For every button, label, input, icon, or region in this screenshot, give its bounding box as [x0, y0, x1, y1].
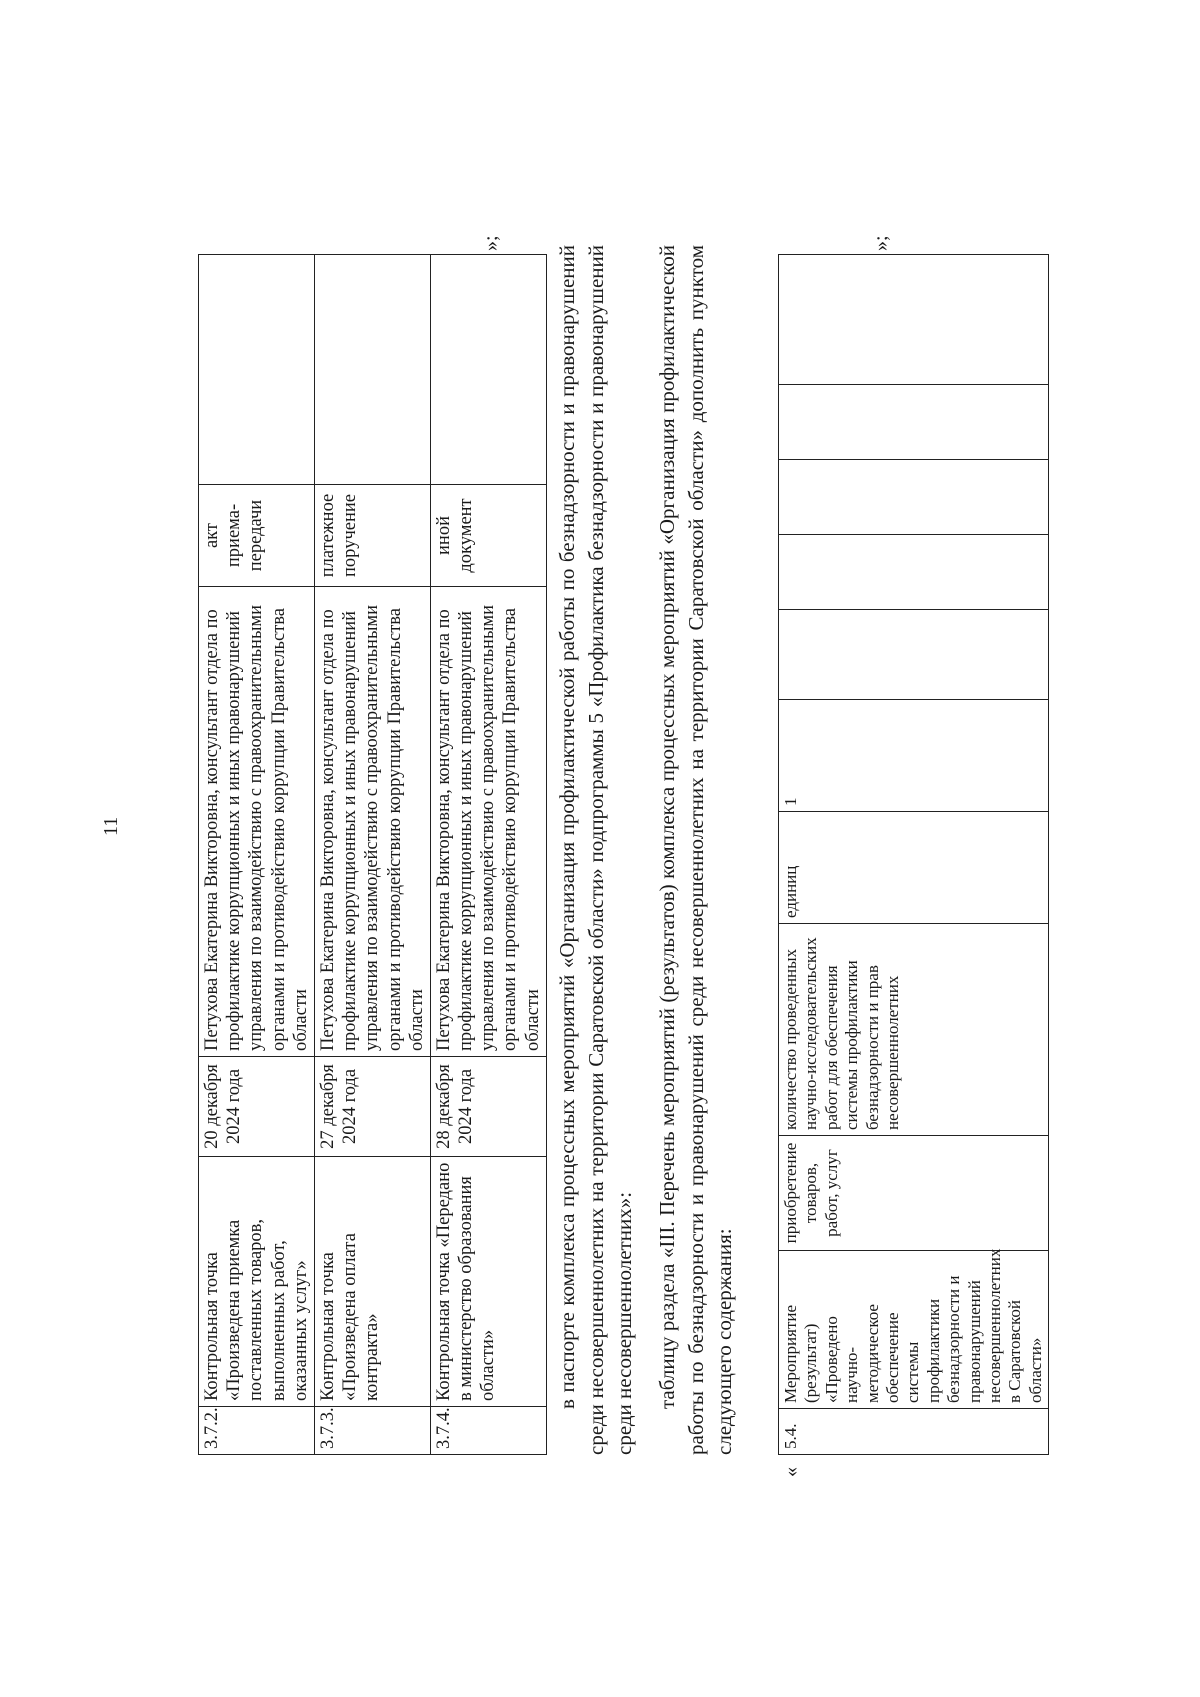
empty-cell: [779, 385, 1049, 460]
measure-value: 1: [779, 700, 1049, 812]
responsible-person: Петухова Екатерина Викторовна, консультант отдела по профилактике коррупционных и иных правонарушений управления по взаимодействию с правоохранительными органами и противодействию коррупции Правительства области: [430, 587, 546, 1057]
table-row: [314, 255, 430, 1455]
measures-table: [778, 254, 1049, 1455]
document-type: иной документ: [430, 485, 546, 587]
row-number: 3.7.3.: [314, 1407, 430, 1455]
row-number: 3.7.4.: [430, 1407, 546, 1455]
paragraph-table-section: таблицу раздела «III. Перечень мероприятий (результатов) комплекса процессных мероприятий «Организация профилактической работы по безнадзорности и правонарушений среди несовершеннолетних на территории Саратовской области» дополнить пунктом следующего содержания:: [655, 245, 737, 1455]
table1-closing-mark: »;: [480, 235, 502, 251]
empty-cell: [779, 460, 1049, 535]
table-row: [199, 255, 315, 1455]
measure-type: приобретение товаров, работ, услуг: [779, 1136, 1049, 1251]
measure-name: Мероприятие (результат) «Проведено научно-методическое обеспечение системы профилактики безнадзорности и правонарушений несовершеннолетних в Саратовской области»: [779, 1251, 1049, 1409]
row-number: 3.7.2.: [199, 1407, 315, 1455]
table-row: [430, 255, 546, 1455]
control-point-date: 27 декабря 2024 года: [314, 1057, 430, 1157]
control-point-date: 28 декабря 2024 года: [430, 1057, 546, 1157]
paragraph-passport: в паспорте комплекса процессных мероприятий «Организация профилактической работы по безнадзорности и правонарушений среди несовершеннолетних на территории Саратовской области» подпрограммы 5 «Профилактика безнадзорности и правонарушений среди несовершеннолетних»:: [555, 245, 637, 1455]
page-number: 11: [100, 816, 122, 836]
control-point-date: 20 декабря 2024 года: [199, 1057, 315, 1157]
empty-cell: [779, 255, 1049, 385]
table2-closing-mark: »;: [870, 235, 892, 251]
empty-cell: [199, 255, 315, 485]
row-number: 5.4.: [779, 1409, 1049, 1455]
control-point-name: Контрольная точка «Передано в министерство образования области»: [430, 1157, 546, 1407]
control-point-name: Контрольная точка «Произведена приемка поставленных товаров, выполненных работ, оказанных услуг»: [199, 1157, 315, 1407]
control-points-table: [198, 254, 547, 1455]
responsible-person: Петухова Екатерина Викторовна, консультант отдела по профилактике коррупционных и иных правонарушений управления по взаимодействию с правоохранительными органами и противодействию коррупции Правительства области: [199, 587, 315, 1057]
empty-cell: [314, 255, 430, 485]
responsible-person: Петухова Екатерина Викторовна, консультант отдела по профилактике коррупционных и иных правонарушений управления по взаимодействию с правоохранительными органами и противодействию коррупции Правительства области: [314, 587, 430, 1057]
measure-unit: единиц: [779, 812, 1049, 924]
control-point-name: Контрольная точка «Произведена оплата контракта»: [314, 1157, 430, 1407]
empty-cell: [779, 610, 1049, 700]
measure-indicator: количество проведенных научно-исследовательских работ для обеспечения системы профилактики безнадзорности и прав несовершеннолетних: [779, 924, 1049, 1136]
empty-cell: [779, 535, 1049, 610]
document-type: акт приема-передачи: [199, 485, 315, 587]
empty-cell: [430, 255, 546, 485]
document-type: платежное поручение: [314, 485, 430, 587]
table-row: [779, 255, 1049, 1455]
table2-opening-mark: «: [780, 1467, 802, 1477]
rotated-page-content: [0, 235, 1200, 1697]
